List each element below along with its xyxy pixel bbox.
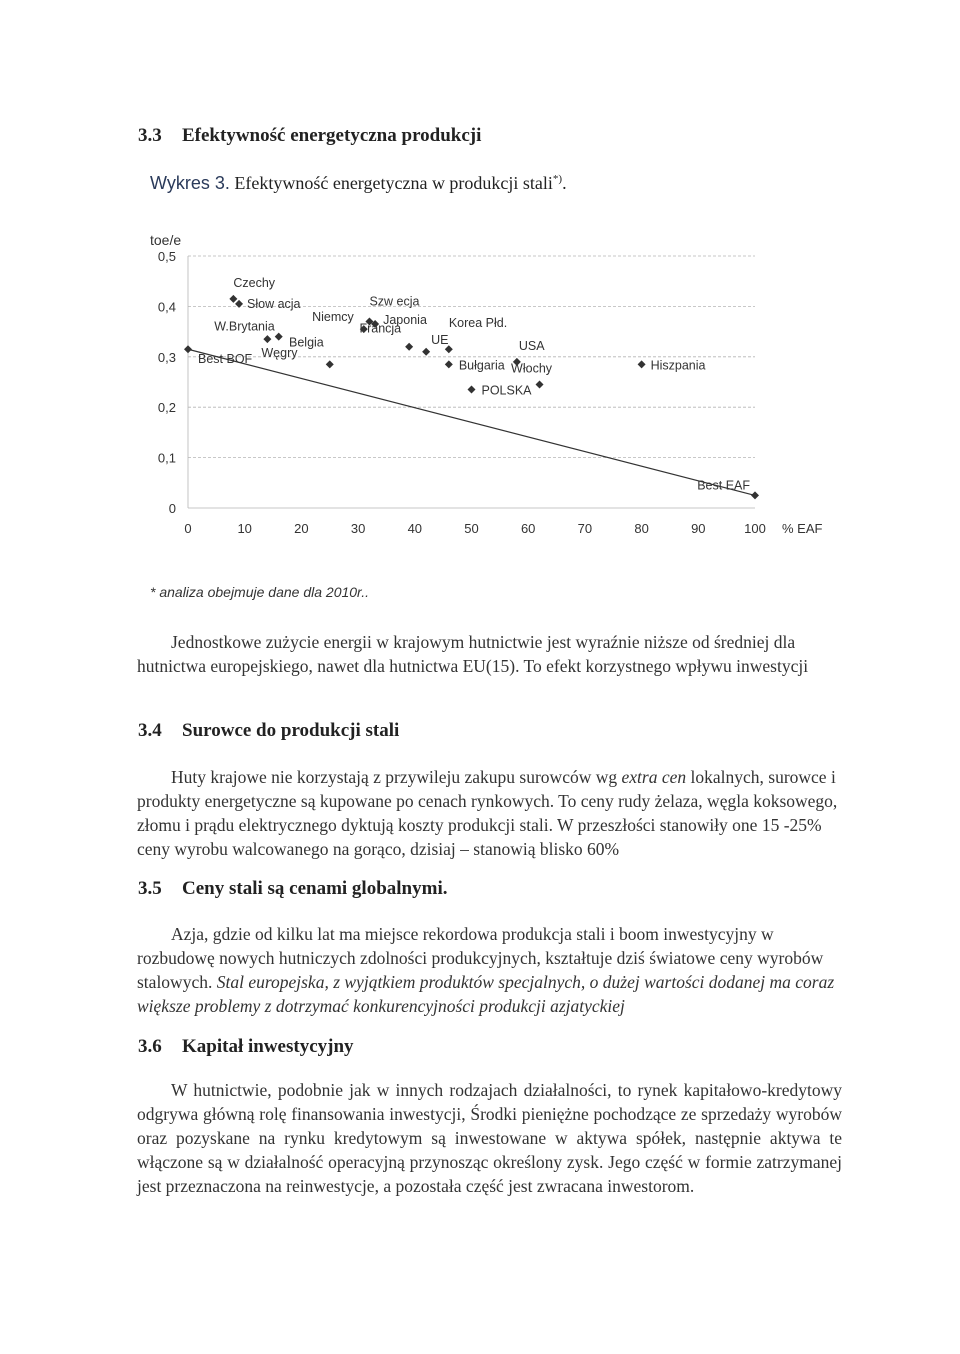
section-number: 3.5 xyxy=(138,878,162,899)
data-point-marker xyxy=(751,491,759,499)
paragraph-global-prices xyxy=(137,922,842,1018)
x-tick-label: 70 xyxy=(577,521,593,536)
data-point-label: Korea Płd. xyxy=(448,316,508,331)
x-tick-label: 100 xyxy=(744,521,766,536)
paragraph-text: Azja, gdzie od kilku lat ma miejsce rekordowa produkcja stali i boom inwestycyjny w rozbudowę nowych hutniczych zdolności produkcyjnych, kształtuje dziś światowe ceny wyrobów stalowych. xyxy=(137,924,824,992)
data-point-marker xyxy=(229,295,237,303)
data-point-label: W.Brytania xyxy=(214,319,275,334)
data-points xyxy=(184,276,759,500)
data-point-label: Czechy xyxy=(233,275,276,290)
tick-labels xyxy=(158,249,766,536)
chart-footnote: * analiza obejmuje dane dla 2010r.. xyxy=(150,584,369,600)
section-number: 3.6 xyxy=(138,1036,162,1057)
data-point-label: Węgry xyxy=(261,346,298,361)
data-point-marker xyxy=(638,360,646,368)
data-point-marker xyxy=(445,360,453,368)
data-point-label: UE xyxy=(431,332,449,347)
section-heading-3-6 xyxy=(138,1036,354,1058)
data-point-marker xyxy=(235,300,243,308)
y-tick-label: 0,5 xyxy=(157,249,176,264)
y-tick-label: 0,2 xyxy=(157,400,176,416)
scatter-chart xyxy=(130,215,830,545)
data-point-label: Słow acja xyxy=(247,296,301,311)
data-point-marker xyxy=(275,333,283,341)
data-point-label: Bułgaria xyxy=(458,358,505,373)
chart-caption-end: . xyxy=(562,173,567,193)
section-title: Efektywność energetyczna produkcji xyxy=(182,125,482,146)
section-title: Surowce do produkcji stali xyxy=(182,720,400,741)
chart-caption-text: Efektywność energetyczna w produkcji stali xyxy=(229,173,553,193)
data-point-marker xyxy=(405,343,413,351)
x-tick-label: 80 xyxy=(634,521,649,536)
x-tick-label: 20 xyxy=(294,521,309,536)
chart-caption xyxy=(150,173,567,194)
data-point-marker xyxy=(263,335,271,343)
y-tick-label: 0 xyxy=(168,501,176,516)
x-tick-label: 60 xyxy=(520,521,536,536)
paragraph-text-b: lokalnych, surowce i produkty energetyczne są kupowane po cenach rynkowych. To ceny rudy żelaza, węgla koksowego, złomu i prądu elektrycznego dyktują koszty produkcji stali. W przeszłości stanowiły one 15 -25% ceny wyrobu walcowanego na gorąco, dzisiaj – stanowią blisko 60% xyxy=(137,767,838,859)
gridlines xyxy=(188,256,755,508)
x-tick-label: 50 xyxy=(464,521,479,536)
paragraph-italic: extra cen xyxy=(621,767,687,787)
paragraph-investment-capital xyxy=(137,1078,842,1198)
x-tick-label: 40 xyxy=(407,521,423,536)
data-point-marker xyxy=(184,345,192,353)
data-point-marker xyxy=(536,381,544,389)
y-axis-label: toe/e xyxy=(150,232,182,248)
data-point-marker xyxy=(326,360,334,368)
x-tick-label: 0 xyxy=(184,521,192,536)
data-point-label: Hiszpania xyxy=(650,358,706,373)
data-point-label: Belgia xyxy=(289,335,324,350)
paragraph-text-a: Huty krajowe nie korzystają z przywileju zakupu surowców wg xyxy=(171,767,622,787)
paragraph-raw-materials xyxy=(137,765,842,861)
paragraph-text: W hutnictwie, podobnie jak w innych rodzajach działalności, to rynek kapitałowo-kredytowy odgrywa główną rolę finansowania inwestycji, Środki pieniężne pochodzące ze sprzedaży wyrobów oraz pozyskane na rynku kredytowym są inwestowane w aktywa spółek, następnie aktywa te włączone są w działalność operacyjną przynosząc określony zysk. Jego część w formie zatrzymanej jest przeznaczona na reinwestycje, a pozostała część jest zwracana inwestorom. xyxy=(137,1080,842,1196)
data-point-label: Szw ecja xyxy=(369,294,420,309)
paragraph-italic: Stal europejska, z wyjątkiem produktów specjalnych, o dużej wartości dodanej ma coraz większe problemy z dotrzymać konkurencyjności produkcji azjatyckiej xyxy=(137,972,835,1016)
chart-caption-mark: *) xyxy=(552,173,563,185)
x-axis-label: % EAF xyxy=(782,521,823,536)
data-point-label: POLSKA xyxy=(481,383,532,398)
y-tick-label: 0,4 xyxy=(157,299,176,315)
data-point-label: Włochy xyxy=(511,361,553,376)
data-point-label: Niemcy xyxy=(312,310,354,325)
x-tick-label: 10 xyxy=(237,521,252,536)
data-point-marker xyxy=(422,348,430,356)
data-point-marker xyxy=(468,386,476,394)
section-number: 3.4 xyxy=(138,720,162,741)
data-point-label: Japonia xyxy=(383,313,427,328)
y-tick-label: 0,1 xyxy=(157,450,176,466)
section-heading-3-3 xyxy=(138,125,481,147)
section-title: Ceny stali są cenami globalnymi. xyxy=(182,878,448,899)
paragraph-energy-consumption xyxy=(137,630,842,678)
section-number: 3.3 xyxy=(138,125,162,146)
section-heading-3-5 xyxy=(138,878,447,900)
x-tick-label: 90 xyxy=(691,521,706,536)
section-title: Kapitał inwestycyjny xyxy=(182,1036,354,1057)
x-tick-label: 30 xyxy=(350,521,366,536)
y-tick-label: 0,3 xyxy=(157,349,176,365)
section-heading-3-4 xyxy=(138,720,399,742)
chart-caption-lead: Wykres 3. xyxy=(150,173,230,193)
data-point-label: Best BOF xyxy=(198,352,253,367)
data-point-label: Francja xyxy=(359,321,402,336)
data-point-label: Best EAF xyxy=(697,478,750,493)
data-point-label: USA xyxy=(518,338,545,353)
paragraph-text: Jednostkowe zużycie energii w krajowym hutnictwie jest wyraźnie niższe od średniej dla hutnictwa europejskiego, nawet dla hutnictwa EU(15). To efekt korzystnego wpływu inwestycji xyxy=(137,632,809,676)
